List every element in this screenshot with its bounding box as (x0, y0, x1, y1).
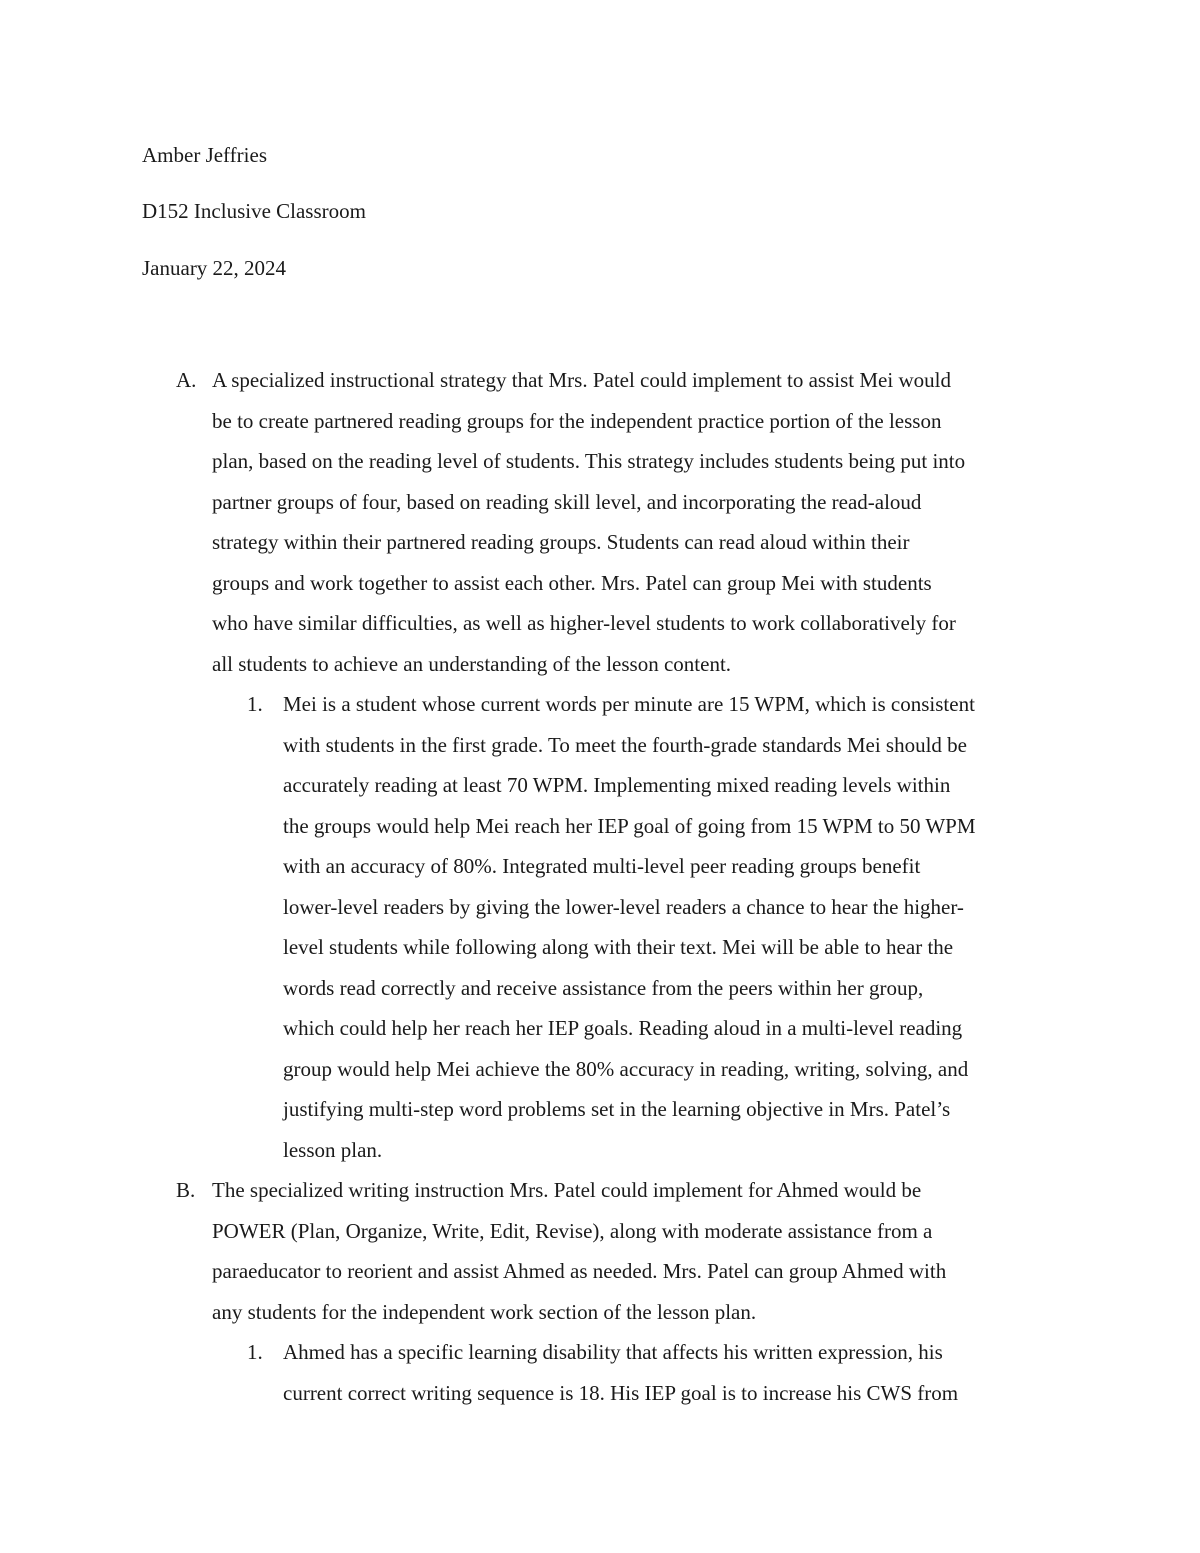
list-marker-b-1: 1. (247, 1340, 263, 1364)
list-marker-a: A. (176, 368, 197, 392)
document-date: January 22, 2024 (142, 256, 287, 280)
paragraph-b: The specialized writing instruction Mrs. Patel could implement for Ahmed would be POWER (Plan, Organize, Write, Edit, Revise), along with moderate assistance from a paraeducator to reorient and assist Ahmed as needed. Mrs. Patel can group Ahmed with any students for the independent work section of the lesson plan. (212, 1178, 947, 1324)
paragraph-b-1: Ahmed has a specific learning disability that affects his written expression, his current correct writing sequence is 18. His IEP goal is to increase his CWS from (283, 1340, 959, 1405)
list-item-b-1 (0, 1332, 1200, 1413)
paragraph-a-1: Mei is a student whose current words per minute are 15 WPM, which is consistent with students in the first grade. To meet the fourth-grade standards Mei should be accurately reading at least 70 WPM. Implementing mixed reading levels within the groups would help Mei reach her IEP goal of going from 15 WPM to 50 WPM with an accuracy of 80%. Integrated multi-level peer reading groups benefit lower-level readers by giving the lower-level readers a chance to hear the higher- level students while following along with their text. Mei will be able to hear the words read correctly and receive assistance from the peers within her group, which could help her reach her IEP goals. Reading aloud in a multi-level reading group would help Mei achieve the 80% accuracy in reading, writing, solving, and justifying multi-step word problems set in the learning objective in Mrs. Patel’s lesson plan. (283, 692, 976, 1162)
list-item-b (0, 1170, 1200, 1332)
list-marker-b: B. (176, 1178, 196, 1202)
list-item-a-1 (0, 684, 1200, 1170)
paragraph-a: A specialized instructional strategy that Mrs. Patel could implement to assist Mei would be to create partnered reading groups for the independent practice portion of the lesson plan, based on the reading level of students. This strategy includes students being put into partner groups of four, based on reading skill level, and incorporating the read-aloud strategy within their partnered reading groups. Students can read aloud within their groups and work together to assist each other. Mrs. Patel can group Mei with students who have similar difficulties, as well as higher-level students to work collaboratively for all students to achieve an understanding of the lesson content. (212, 368, 966, 676)
list-item-a (0, 360, 1200, 684)
author-name: Amber Jeffries (142, 143, 267, 167)
list-marker-a-1: 1. (247, 692, 263, 716)
course-title: D152 Inclusive Classroom (142, 199, 366, 223)
ordered-list (0, 360, 1200, 1413)
